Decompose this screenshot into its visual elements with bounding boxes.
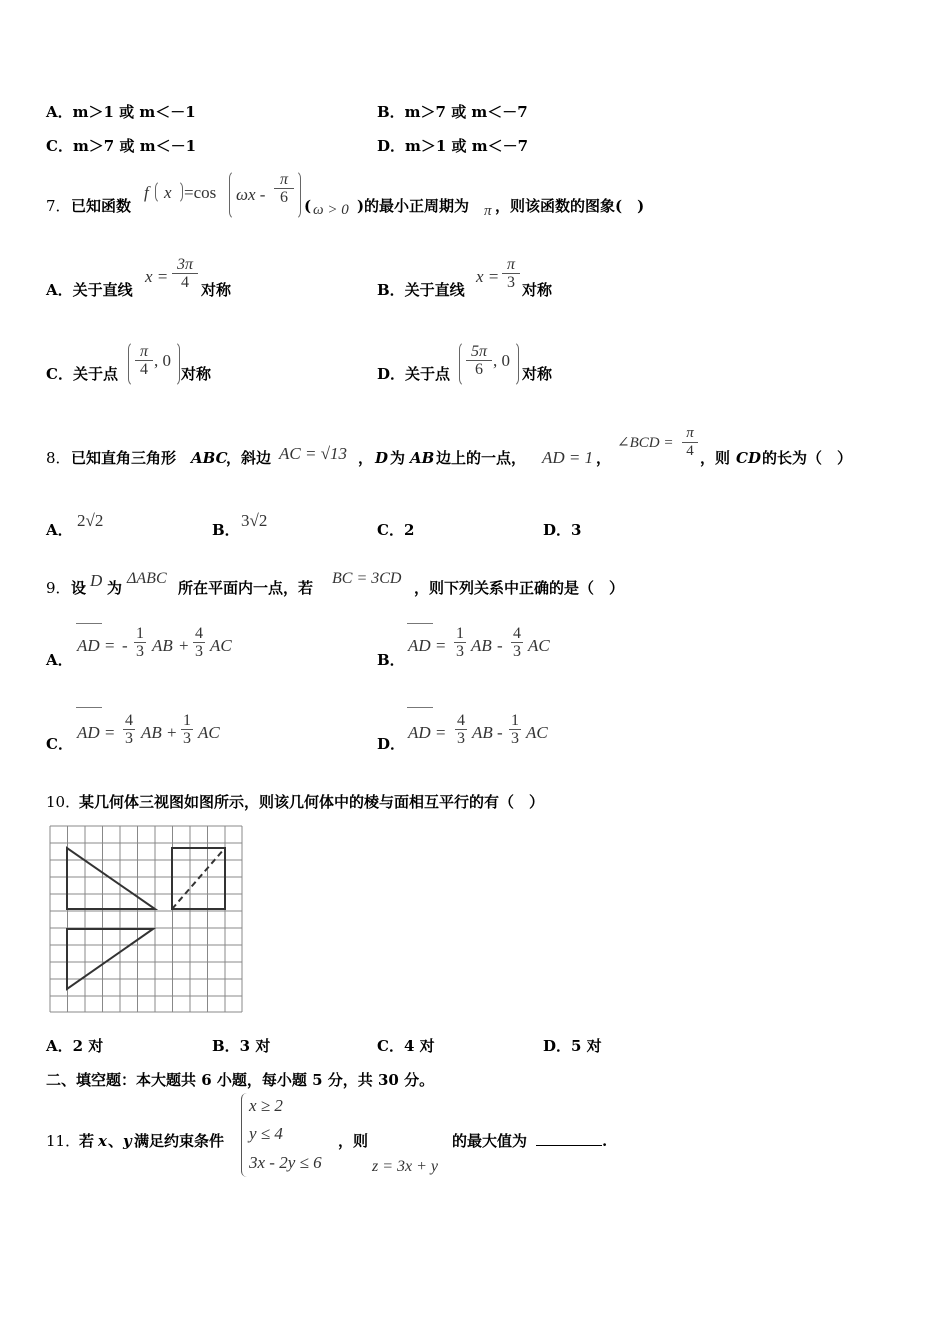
top-view-triangle: [67, 929, 153, 989]
q7-b-post: 对称: [522, 281, 553, 299]
q7-option-d: D．关于点: [377, 365, 451, 383]
q9-option-a: A．: [46, 651, 73, 669]
q8-ad: AD = 1: [542, 448, 594, 467]
q7-c-den: 4: [140, 361, 148, 378]
q8-d: D: [375, 449, 389, 467]
q7-period: π: [484, 203, 492, 219]
q9-c-frac2: [181, 712, 193, 747]
q9-d-ad: AD =: [408, 723, 447, 742]
q9-a-frac2: [193, 625, 205, 660]
q9-d-ac: AC: [526, 723, 548, 742]
q7-d-frac: [466, 343, 492, 378]
q9-pre: 设: [71, 579, 87, 597]
q7-option-a: A．关于直线: [46, 281, 133, 299]
q9-b-vec-arrow: [407, 623, 433, 624]
q9-a-plus: +: [179, 636, 189, 655]
q11-period: .: [602, 1132, 608, 1150]
q8-option-c: C．2: [377, 521, 415, 539]
q7-c-zero: , 0: [154, 351, 171, 370]
q11-constraint-2: y ≤ 4: [249, 1124, 283, 1143]
q6-option-a: A．m＞1 或 m＜－1: [46, 103, 196, 121]
q9-d-frac1: [455, 712, 467, 747]
q6-option-c: C．m＞7 或 m＜－1: [46, 137, 197, 155]
q9-b-frac1-den: 3: [456, 643, 464, 660]
q11-pre: 若: [79, 1132, 95, 1150]
q8-s6: ，则: [700, 449, 731, 467]
q9-d-vec-arrow: [407, 707, 433, 708]
q8-ac: AC = √13: [279, 444, 348, 463]
q8-ab: AB: [410, 449, 435, 467]
q9-a-vec-arrow: [76, 623, 102, 624]
q9-b-frac2-den: 3: [513, 643, 521, 660]
q9-a-minus: -: [122, 636, 128, 655]
q7-paren-close: ): [357, 197, 365, 215]
q9-c-frac1-num: 4: [125, 712, 133, 729]
q9-option-c: C．: [46, 735, 73, 753]
q9-d-ab: AB: [472, 723, 493, 742]
q9-number: 9．: [46, 579, 71, 597]
q8-angle-num: π: [686, 425, 694, 441]
q9-a-ad: AD =: [77, 636, 116, 655]
q9-c-frac2-den: 3: [183, 730, 191, 747]
q7-a-frac: [172, 256, 198, 291]
q9-option-d: D．: [377, 735, 406, 753]
q8-s2: ，: [358, 449, 374, 467]
q11-s3: 的最大值为: [452, 1132, 528, 1150]
q7-d-post: 对称: [522, 365, 553, 383]
q7-c-num: π: [139, 343, 148, 360]
q7-condition: ω > 0: [313, 202, 349, 218]
q8-option-b-value: 3√2: [241, 511, 268, 530]
q7-omega-x: ωx -: [236, 185, 266, 204]
q8-option-b: B．: [212, 521, 240, 539]
q9-c-frac1-den: 3: [125, 730, 133, 747]
q7-a-den: 4: [181, 274, 189, 291]
q9-b-ad: AD =: [408, 636, 447, 655]
q9-c-ac: AC: [198, 723, 220, 742]
q8-abc: ABC: [191, 449, 228, 467]
q7-frac-den: 6: [280, 189, 288, 206]
q9-a-frac2-den: 3: [195, 643, 203, 660]
q10-option-b: B．3 对: [212, 1037, 271, 1055]
q9-bc-eq: BC = 3CD: [332, 570, 402, 587]
q11-x: x: [98, 1132, 107, 1150]
q7-b-frac: [502, 256, 520, 291]
q11-constraint-3: 3x - 2y ≤ 6: [249, 1153, 322, 1172]
q9-d-frac1-den: 3: [457, 730, 465, 747]
q11-objective: z = 3x + y: [372, 1158, 439, 1175]
q11-constraint-1: x ≥ 2: [249, 1096, 283, 1115]
q9-a-ac: AC: [210, 636, 232, 655]
q6-option-d: D．m＞1 或 m＜－7: [377, 137, 529, 155]
q7-a-lhs: x =: [145, 267, 169, 286]
q9-a-ab: AB: [152, 636, 173, 655]
q7-a-post: 对称: [201, 281, 232, 299]
q11-sep: 、: [108, 1132, 124, 1150]
q8-angle-frac: [682, 425, 698, 460]
q9-option-b: B．: [377, 651, 405, 669]
q11-s1: 满足约束条件: [134, 1132, 225, 1150]
q9-c-ab: AB: [141, 723, 162, 742]
q7-number: 7．: [46, 197, 71, 215]
q11-s2: ，则: [338, 1132, 369, 1150]
q11-answer-blank: [536, 1132, 602, 1150]
q8-s1: ，斜边: [226, 449, 272, 467]
q10-option-c: C．4 对: [377, 1037, 435, 1055]
q8-number: 8．: [46, 449, 71, 467]
q9-b-ac: AC: [528, 636, 550, 655]
q8-s3: 为: [390, 449, 406, 467]
q9-triangle: ΔABC: [127, 570, 167, 587]
q7-cos: =cos: [184, 183, 217, 202]
q8-option-a: A．: [46, 521, 73, 539]
q9-c-ad: AD =: [77, 723, 116, 742]
q9-s2: 所在平面内一点，若: [178, 579, 314, 597]
q9-s1: 为: [107, 579, 123, 597]
q9-a-frac1: [134, 625, 146, 660]
q11-y: y: [123, 1132, 132, 1150]
q9-d-frac2: [509, 712, 521, 747]
q7-stem-mid: 的最小正周期为: [364, 197, 470, 215]
q11-number: 11．: [46, 1132, 81, 1150]
three-view-figure: [49, 824, 245, 1014]
grid-lines: [50, 826, 242, 1012]
q9-b-frac1: [454, 625, 466, 660]
q8-option-a-value: 2√2: [77, 511, 104, 530]
q9-b-frac1-num: 1: [456, 625, 464, 642]
side-view-hidden-edge: [172, 848, 225, 909]
front-view-triangle: [67, 848, 155, 909]
q9-c-frac2-num: 1: [183, 712, 191, 729]
q8-pre: 已知直角三角形: [71, 449, 177, 467]
q7-b-lhs: x =: [476, 267, 500, 286]
q9-d-frac1-num: 4: [457, 712, 465, 729]
q9-c-vec-arrow: [76, 707, 102, 708]
q7-d-num: 5π: [470, 343, 487, 360]
q9-c-plus: +: [167, 723, 177, 742]
q7-stem-pre: 已知函数: [71, 197, 132, 215]
q8-angle: ∠BCD =: [617, 435, 674, 451]
q6-option-b: B．m＞7 或 m＜－7: [377, 103, 528, 121]
q7-option-b: B．关于直线: [377, 281, 465, 299]
q7-c-frac: [135, 343, 153, 378]
q7-b-den: 3: [507, 274, 515, 291]
q9-c-frac1: [123, 712, 135, 747]
q9-d-frac2-num: 1: [511, 712, 519, 729]
q9-s3: ，则下列关系中正确的是（ ）: [414, 579, 625, 597]
q8-cd: CD: [736, 449, 761, 467]
q8-s4: 边上的一点，: [436, 449, 527, 467]
q7-frac-num: π: [279, 171, 288, 188]
q9-b-frac2-num: 4: [513, 625, 521, 642]
q9-a-frac1-num: 1: [136, 625, 144, 642]
q10-number: 10．: [46, 793, 81, 811]
q7-c-post: 对称: [181, 365, 212, 383]
q8-s5: ，: [596, 449, 612, 467]
q9-b-ab: AB: [471, 636, 492, 655]
q7-d-zero: , 0: [493, 351, 510, 370]
q9-b-minus: -: [497, 636, 503, 655]
q7-stem-post: ，则该函数的图象( ): [495, 197, 645, 215]
q9-a-frac1-den: 3: [136, 643, 144, 660]
q7-f: f: [144, 183, 149, 202]
q11-brace: [241, 1093, 248, 1177]
q7-b-num: π: [506, 256, 515, 273]
q7-x: x: [164, 183, 172, 202]
q8-s7: 的长为（ ）: [762, 449, 853, 467]
q7-paren-open: (: [304, 197, 312, 215]
q9-a-frac2-num: 4: [195, 625, 203, 642]
section-heading: 二、填空题：本大题共 6 小题，每小题 5 分，共 30 分。: [46, 1071, 435, 1089]
q8-angle-den: 4: [686, 443, 694, 459]
q9-b-frac2: [511, 625, 523, 660]
q10-option-d: D．5 对: [543, 1037, 602, 1055]
q7-option-c: C．关于点: [46, 365, 118, 383]
q9-d-minus: -: [497, 723, 503, 742]
q7-frac-pi-6: [274, 171, 294, 206]
q8-option-d: D．3: [543, 521, 582, 539]
q10-stem: 某几何体三视图如图所示，则该几何体中的棱与面相互平行的有（ ）: [79, 793, 545, 811]
q9-d: D: [90, 571, 103, 590]
q10-option-a: A．2 对: [46, 1037, 104, 1055]
q7-d-den: 6: [475, 361, 483, 378]
q7-a-num: 3π: [176, 256, 193, 273]
q9-d-frac2-den: 3: [511, 730, 519, 747]
